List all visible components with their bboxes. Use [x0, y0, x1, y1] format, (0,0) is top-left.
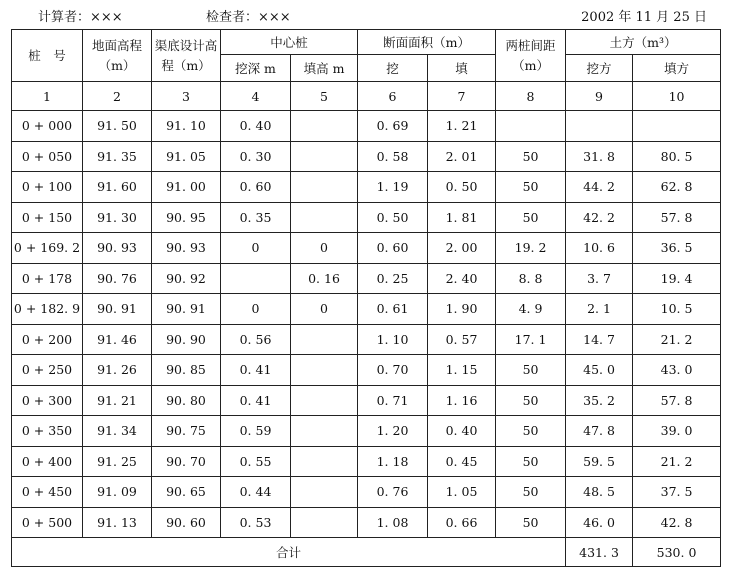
table-cell: 0 + 000 — [12, 111, 83, 142]
table-cell: 62. 8 — [633, 172, 721, 203]
table-cell: 36. 5 — [633, 233, 721, 264]
table-cell: 2. 40 — [428, 263, 496, 294]
table-cell: 43. 0 — [633, 355, 721, 386]
table-cell: 91. 34 — [83, 416, 152, 447]
table-cell: 21. 2 — [633, 446, 721, 477]
table-cell: 0. 59 — [221, 416, 291, 447]
column-index: 9 — [566, 82, 633, 111]
header-fill-height: 填高 m — [291, 55, 358, 82]
header-area-fill: 填 — [428, 55, 496, 82]
table-cell: 19. 2 — [496, 233, 566, 264]
total-fill: 530. 0 — [633, 538, 721, 567]
table-cell: 0 + 250 — [12, 355, 83, 386]
table-cell: 1. 05 — [428, 477, 496, 508]
table-cell — [291, 385, 358, 416]
table-cell: 91. 25 — [83, 446, 152, 477]
table-cell: 50 — [496, 355, 566, 386]
table-cell: 0. 53 — [221, 507, 291, 538]
table-cell: 91. 13 — [83, 507, 152, 538]
table-cell: 0 + 350 — [12, 416, 83, 447]
header-earthwork: 土方（m³） — [566, 30, 721, 55]
table-row — [12, 385, 721, 416]
table-cell: 1. 08 — [358, 507, 428, 538]
table-cell: 0. 45 — [428, 446, 496, 477]
header-area-cut: 挖 — [358, 55, 428, 82]
table-cell: 90. 75 — [152, 416, 221, 447]
table-cell: 37. 5 — [633, 477, 721, 508]
table-cell: 0 + 182. 9 — [12, 294, 83, 325]
table-cell: 0 + 050 — [12, 141, 83, 172]
table-cell: 0. 61 — [358, 294, 428, 325]
checker-label: 检查者：××× — [206, 10, 291, 25]
table-cell: 50 — [496, 202, 566, 233]
table-cell — [291, 507, 358, 538]
table-cell: 90. 95 — [152, 202, 221, 233]
table-cell: 90. 76 — [83, 263, 152, 294]
header-volume-fill: 填方 — [633, 55, 721, 82]
table-row — [12, 294, 721, 325]
table-cell — [291, 202, 358, 233]
table-row — [12, 477, 721, 508]
table-cell: 90. 70 — [152, 446, 221, 477]
table-cell: 1. 16 — [428, 385, 496, 416]
table-cell: 45. 0 — [566, 355, 633, 386]
header-ground-elevation: 地面高程（m） — [83, 30, 152, 82]
table-cell: 0. 50 — [428, 172, 496, 203]
table-cell: 0. 70 — [358, 355, 428, 386]
table-cell: 91. 21 — [83, 385, 152, 416]
table-cell: 0. 58 — [358, 141, 428, 172]
table-cell: 91. 09 — [83, 477, 152, 508]
table-cell — [566, 111, 633, 142]
table-cell: 90. 80 — [152, 385, 221, 416]
column-index: 5 — [291, 82, 358, 111]
table-row — [12, 355, 721, 386]
table-cell: 0 + 450 — [12, 477, 83, 508]
table-cell: 90. 91 — [83, 294, 152, 325]
date-label: 2002 年 11 月 25 日 — [581, 10, 707, 25]
table-cell: 90. 91 — [152, 294, 221, 325]
table-cell: 35. 2 — [566, 385, 633, 416]
table-cell: 0. 57 — [428, 324, 496, 355]
table-cell: 59. 5 — [566, 446, 633, 477]
table-row — [12, 202, 721, 233]
table-cell: 0. 40 — [428, 416, 496, 447]
table-cell: 44. 2 — [566, 172, 633, 203]
total-cut: 431. 3 — [566, 538, 633, 567]
table-cell: 0. 41 — [221, 385, 291, 416]
table-cell — [291, 446, 358, 477]
table-cell: 91. 60 — [83, 172, 152, 203]
table-cell: 0 + 100 — [12, 172, 83, 203]
table-cell — [496, 111, 566, 142]
table-cell: 91. 35 — [83, 141, 152, 172]
table-cell: 19. 4 — [633, 263, 721, 294]
table-cell: 14. 7 — [566, 324, 633, 355]
table-cell: 0. 41 — [221, 355, 291, 386]
table-cell — [291, 324, 358, 355]
table-row — [12, 263, 721, 294]
table-cell: 1. 10 — [358, 324, 428, 355]
table-cell: 91. 05 — [152, 141, 221, 172]
table-cell: 0 + 178 — [12, 263, 83, 294]
header-center-stake: 中心桩 — [221, 30, 358, 55]
table-cell: 47. 8 — [566, 416, 633, 447]
table-cell: 2. 1 — [566, 294, 633, 325]
table-cell: 10. 5 — [633, 294, 721, 325]
table-cell: 50 — [496, 385, 566, 416]
table-row — [12, 141, 721, 172]
table-cell: 90. 92 — [152, 263, 221, 294]
table-cell: 48. 5 — [566, 477, 633, 508]
header-cut-depth: 挖深 m — [221, 55, 291, 82]
table-cell: 0. 76 — [358, 477, 428, 508]
header-volume-cut: 挖方 — [566, 55, 633, 82]
table-cell: 10. 6 — [566, 233, 633, 264]
table-cell: 0. 50 — [358, 202, 428, 233]
table-cell: 1. 90 — [428, 294, 496, 325]
table-cell: 21. 2 — [633, 324, 721, 355]
table-cell: 50 — [496, 507, 566, 538]
table-cell: 91. 50 — [83, 111, 152, 142]
table-cell: 4. 9 — [496, 294, 566, 325]
header-section-area: 断面面积（m） — [358, 30, 496, 55]
table-cell: 91. 46 — [83, 324, 152, 355]
table-cell: 2. 01 — [428, 141, 496, 172]
table-cell: 0. 60 — [358, 233, 428, 264]
table-cell: 0. 30 — [221, 141, 291, 172]
table-cell — [291, 416, 358, 447]
table-cell: 1. 81 — [428, 202, 496, 233]
table-cell — [291, 355, 358, 386]
table-cell: 90. 90 — [152, 324, 221, 355]
table-cell: 1. 20 — [358, 416, 428, 447]
table-cell: 50 — [496, 172, 566, 203]
table-cell: 3. 7 — [566, 263, 633, 294]
table-cell: 0. 16 — [291, 263, 358, 294]
table-row — [12, 111, 721, 142]
table-cell: 1. 18 — [358, 446, 428, 477]
table-cell: 90. 60 — [152, 507, 221, 538]
table-cell: 91. 26 — [83, 355, 152, 386]
table-row — [12, 416, 721, 447]
table-cell: 91. 30 — [83, 202, 152, 233]
table-cell: 1. 15 — [428, 355, 496, 386]
table-cell: 0 + 300 — [12, 385, 83, 416]
table-cell: 0. 25 — [358, 263, 428, 294]
table-cell: 46. 0 — [566, 507, 633, 538]
table-cell: 42. 2 — [566, 202, 633, 233]
table-cell — [291, 111, 358, 142]
table-cell: 0 — [221, 233, 291, 264]
table-cell: 90. 93 — [83, 233, 152, 264]
table-cell — [633, 111, 721, 142]
table-cell: 50 — [496, 477, 566, 508]
table-cell: 90. 85 — [152, 355, 221, 386]
table-cell: 80. 5 — [633, 141, 721, 172]
table-cell: 0 — [291, 294, 358, 325]
total-label: 合计 — [12, 538, 566, 567]
table-cell — [291, 477, 358, 508]
header-stake: 桩 号 — [12, 30, 83, 82]
table-cell: 0. 55 — [221, 446, 291, 477]
table-cell: 50 — [496, 416, 566, 447]
table-cell: 1. 21 — [428, 111, 496, 142]
table-cell: 91. 10 — [152, 111, 221, 142]
column-index: 8 — [496, 82, 566, 111]
table-cell — [291, 172, 358, 203]
table-cell — [221, 263, 291, 294]
table-cell: 57. 8 — [633, 385, 721, 416]
table-cell: 90. 93 — [152, 233, 221, 264]
table-cell — [291, 141, 358, 172]
column-index: 7 — [428, 82, 496, 111]
table-cell: 0 — [291, 233, 358, 264]
column-index: 1 — [12, 82, 83, 111]
header-distance: 两桩间距（m） — [496, 30, 566, 82]
table-cell: 17. 1 — [496, 324, 566, 355]
table-cell: 90. 65 — [152, 477, 221, 508]
document-meta — [0, 4, 731, 26]
table-cell: 50 — [496, 446, 566, 477]
table-cell: 8. 8 — [496, 263, 566, 294]
column-index: 10 — [633, 82, 721, 111]
table-cell: 0. 40 — [221, 111, 291, 142]
table-cell: 0. 35 — [221, 202, 291, 233]
table-row — [12, 507, 721, 538]
table-cell: 0. 44 — [221, 477, 291, 508]
column-index: 3 — [152, 82, 221, 111]
table-cell: 2. 00 — [428, 233, 496, 264]
table-cell: 50 — [496, 141, 566, 172]
table-cell: 91. 00 — [152, 172, 221, 203]
table-cell: 42. 8 — [633, 507, 721, 538]
table-row — [12, 172, 721, 203]
column-index: 6 — [358, 82, 428, 111]
table-row — [12, 324, 721, 355]
column-index: 4 — [221, 82, 291, 111]
table-cell: 0. 66 — [428, 507, 496, 538]
table-cell: 0. 56 — [221, 324, 291, 355]
table-cell: 0. 69 — [358, 111, 428, 142]
table-cell: 31. 8 — [566, 141, 633, 172]
table-cell: 0 + 150 — [12, 202, 83, 233]
table-cell: 0 — [221, 294, 291, 325]
table-cell: 0. 71 — [358, 385, 428, 416]
table-cell: 1. 19 — [358, 172, 428, 203]
table-row — [12, 446, 721, 477]
table-cell: 0 + 200 — [12, 324, 83, 355]
table-cell: 0 + 169. 2 — [12, 233, 83, 264]
table-cell: 0 + 400 — [12, 446, 83, 477]
earthwork-table — [11, 29, 721, 567]
header-design-elevation: 渠底设计高程（m） — [152, 30, 221, 82]
column-index: 2 — [83, 82, 152, 111]
total-row — [12, 538, 721, 567]
calculator-label: 计算者：××× — [38, 10, 123, 25]
table-cell: 39. 0 — [633, 416, 721, 447]
table-cell: 0 + 500 — [12, 507, 83, 538]
table-cell: 57. 8 — [633, 202, 721, 233]
column-index-row — [12, 82, 721, 111]
table-cell: 0. 60 — [221, 172, 291, 203]
table-row — [12, 233, 721, 264]
